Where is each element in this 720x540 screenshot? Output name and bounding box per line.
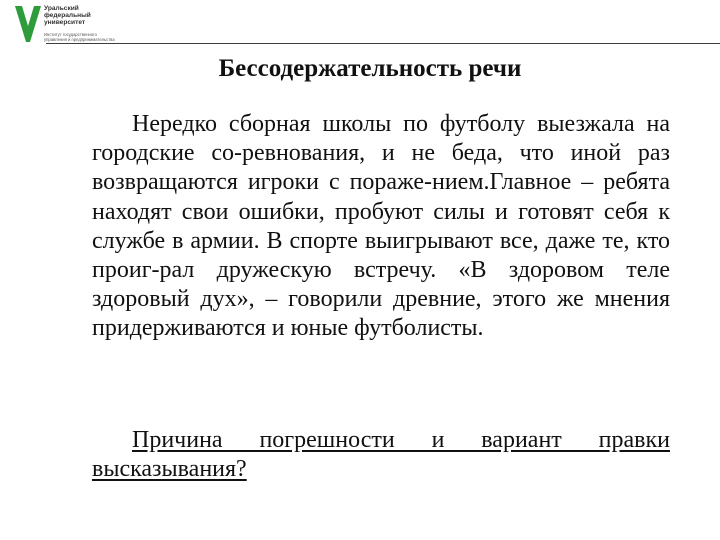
logo-name-line: Уральский [44,5,79,12]
ural-university-emblem-icon [14,4,42,44]
logo-name-line: университет [44,19,86,26]
logo-institute [44,32,115,42]
task-question: Причина погрешности и вариант правки высказывания? [92,427,670,483]
logo-institute-line: Институт государственного [44,32,97,37]
logo-institute-line: управления и предпринимательства [44,37,115,42]
slide-title: Бессодержательность речи [218,55,522,82]
logo-name [44,5,91,26]
logo-name-line: федеральный [44,12,91,19]
example-paragraph: Нередко сборная школы по футболу выезжала на городские со-ревнования, и не беда, что иной раз возвращаются игроки с пораже-нием.Главное – ребята находят свои ошибки, пробуют силы и готовят себя к службе в армии. В спорте выигрывают все, даже те, кто проиг-рал дружескую встречу. «В здоровом теле здоровый дух», – говорили древние, этого же мнения придерживаются и юные футболисты. [92,111,670,342]
university-logo [14,4,136,44]
header-divider [46,43,720,44]
